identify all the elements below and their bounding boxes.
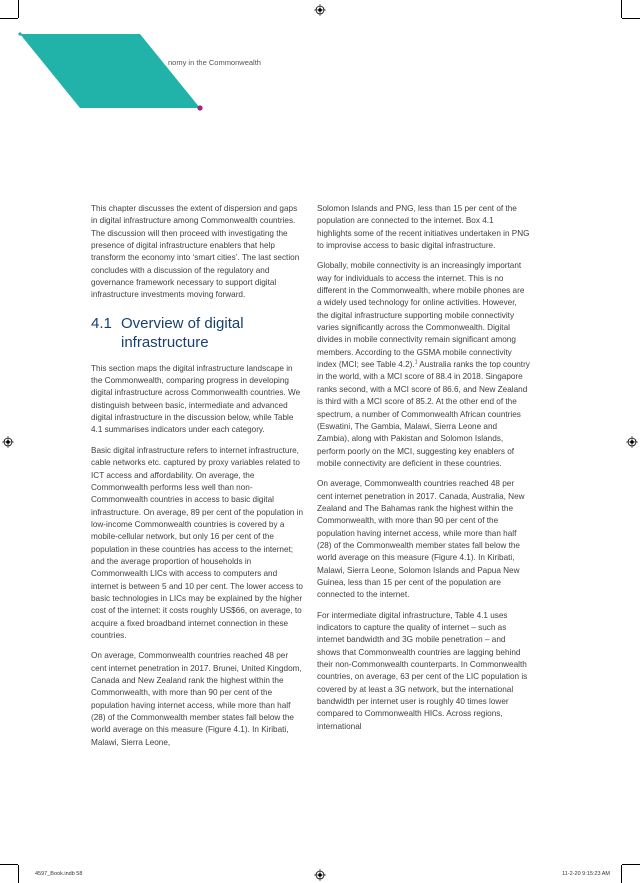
crop-mark bbox=[621, 865, 622, 883]
paragraph: This section maps the digital infrastructure landscape in the Commonwealth, comparing progress in developing digital infrastructure across Commonwealth countries. We distinguish between basic, intermediate and advanced digital infrastructure in the discussion below, while Table 4.1 summarises indicators under each category. bbox=[91, 363, 301, 435]
paragraph: Solomon Islands and PNG, less than 15 per cent of the population are connected to the internet. Box 4.1 highlights some of the recent initiatives undertaken in PNG to improvise access to basic digital infrastructure. bbox=[317, 204, 530, 251]
paragraph: On average, Commonwealth countries reached 48 per cent internet penetration in 2017. Brunei, United Kingdom, Canada and New Zealand rank the highest within the Commonwealth, with more than 90 per cent of the population having internet access, while more than half (28) of the Commonwealth member states fall below the world average on this measure (Figure 4.1). In Kiribati, Malawi, Sierra Leone, bbox=[91, 651, 302, 747]
right-column bbox=[317, 203, 530, 741]
registration-mark-icon bbox=[626, 436, 638, 448]
crop-mark bbox=[621, 0, 622, 18]
paragraph: On average, Commonwealth countries reached 48 per cent internet penetration in 2017. Canada, Australia, New Zealand and The Bahamas rank the highest within the Commonwealth, with more than 90 per cent of the population having internet access, while more than half (28) of the Commonwealth member states fall below the world average on this measure (Figure 4.1). In Kiribati, Malawi, Sierra Leone, Solomon Islands and Papua New Guinea, less than 15 per cent of the population are connected to the internet. bbox=[317, 479, 525, 600]
crop-mark bbox=[18, 865, 19, 883]
accent-dot bbox=[18, 32, 21, 35]
crop-mark bbox=[622, 864, 640, 865]
footnote-marker: 1 bbox=[414, 359, 418, 366]
section-number: 4.1 bbox=[91, 314, 112, 332]
slug-filename: 4597_Book.indb 58 bbox=[35, 871, 83, 877]
registration-mark-icon bbox=[314, 869, 326, 881]
paragraph: This chapter discusses the extent of dispersion and gaps in digital infrastructure among Commonwealth countries. The discussion will then proceed with investigating the presence of digital infrastructure enablers that help transform the economy into ‘smart cities’. The last section concludes with a discussion of the regulatory and governance framework necessary to support digital infrastructure investments moving forward. bbox=[91, 204, 300, 300]
teal-parallelogram bbox=[20, 34, 200, 108]
accent-dot bbox=[197, 105, 202, 110]
section-heading bbox=[91, 314, 304, 352]
registration-mark-icon bbox=[2, 436, 14, 448]
paragraph-text: Globally, mobile connectivity is an increasingly important way for individuals to access the internet. This is no different in the Commonwealth, where mobile phones are a widely used technology for online activities. However, the digital infrastructure supporting mobile connectivity varies significantly across the Commonwealth. Digital divides in mobile connectivity remain significant among members. According to the GSMA mobile connectivity index (MCI; see Table 4.2). bbox=[317, 261, 525, 370]
crop-mark bbox=[0, 864, 18, 865]
paragraph: Basic digital infrastructure refers to internet infrastructure, cable networks etc. captured by proxy variables related to ICT access and affordability. On average, the Commonwealth performs less well than non-Commonwealth countries in access to basic digital infrastructure. On average, 89 per cent of the population in low-income Commonwealth countries is covered by a mobile-cellular network, but only 16 per cent of the population in these countries has access to the internet; and the average proportion of households in Commonwealth LICs with access to computers and internet is between 5 and 10 per cent. The lower access to basic technologies in LICs may be explained by the higher cost of the internet: it costs roughly US$66, on average, to acquire a fixed broadband internet connection in these countries. bbox=[91, 445, 304, 640]
slug-timestamp: 11-2-20 9:15:23 AM bbox=[562, 871, 610, 877]
paragraph bbox=[317, 260, 530, 470]
crop-mark bbox=[622, 18, 640, 19]
paragraph: For intermediate digital infrastructure, Table 4.1 uses indicators to capture the quality of internet – such as internet bandwidth and 3G mobile penetration – and shows that Commonwealth countries are lagging behind their non-Commonwealth counterparts. In Commonwealth countries, on average, 63 per cent of the LIC population is covered by at least a 3G network, but the international bandwidth per internet user is roughly 40 times lower compared to Commonwealth HICs. Across regions, international bbox=[317, 610, 528, 731]
running-head: nomy in the Commonwealth bbox=[168, 58, 261, 67]
section-title: Overview of digital infrastructure bbox=[121, 314, 244, 351]
registration-mark-icon bbox=[314, 4, 326, 16]
paragraph-text: Australia ranks the top country in the world, with a MCI score of 88.4 in 2018. Singapore ranks second, with a MCI score of 86.6, and New Zealand is third with a MCI score of 85.2. At the other end of the spectrum, a number of Commonwealth African countries (Eswatini, The Gambia, Malawi, Sierra Leone and Zambia), along with Pakistan and Solomon Islands, perform poorly on the MCI, suggesting key enablers of mobile connectivity are deficient in these countries. bbox=[317, 360, 530, 468]
left-column bbox=[91, 203, 304, 757]
